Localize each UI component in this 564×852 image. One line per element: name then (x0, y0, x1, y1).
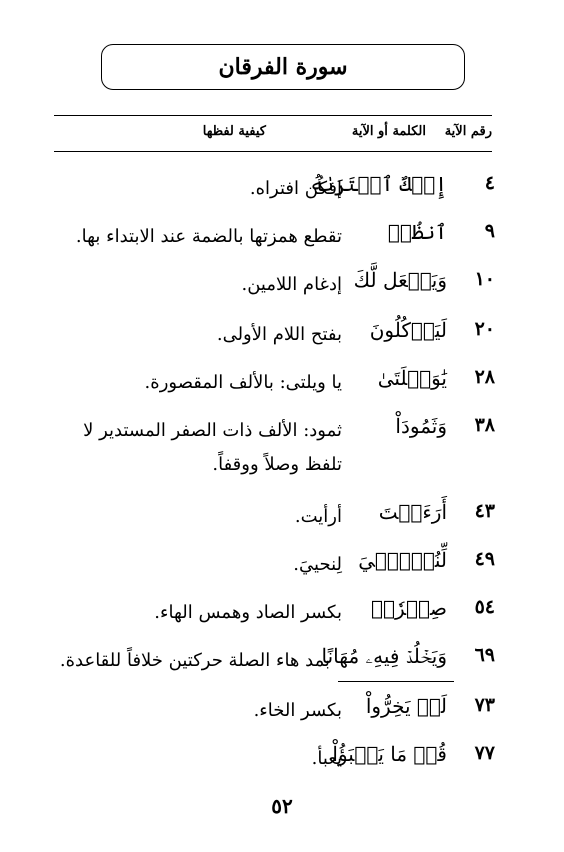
header-word: الكلمة أو الآية (351, 124, 426, 139)
header-verse-number: رقم الآية (444, 124, 492, 139)
pronunciation-note: يا ويلتى: بالألف المقصورة. (144, 372, 342, 393)
header-top-rule (54, 115, 492, 116)
quran-word: لَيَأۡكُلُونَ (369, 318, 447, 342)
page-number: ٥٢ (271, 794, 293, 818)
verse-number: ٣٨ (474, 414, 495, 436)
quran-word: وَيَخۡلُدۡ فِيهِۦ مُهَانًا (321, 644, 447, 668)
pronunciation-note: لِنحييَ. (293, 554, 342, 575)
verse-number: ٢٠ (474, 318, 495, 340)
quran-word: قُلۡ مَا يَعۡبَؤُاْ (332, 742, 447, 766)
pronunciation-note: بكسر الخاء. (253, 700, 342, 721)
pronunciation-note: إدغام اللامين. (241, 274, 342, 295)
pronunciation-note: أرأيت. (294, 506, 342, 527)
verse-number: ٤٩ (474, 548, 495, 570)
quran-word: ٱنظُرۡ (387, 220, 447, 244)
verse-number: ٦٩ (474, 644, 495, 666)
surah-title-box (101, 44, 465, 90)
quran-word: إِفۡكٌ ٱفۡتَرَىٰهُ (310, 172, 447, 196)
verse-number: ٧٧ (474, 742, 495, 764)
pronunciation-note: يعبأ. (311, 748, 342, 769)
pronunciation-note: إفكُن افتراه. (249, 178, 342, 199)
verse-number: ٧٣ (474, 694, 495, 716)
pronunciation-note: بمد هاء الصلة حركتين خلافاً للقاعدة. (59, 650, 330, 671)
pronunciation-note: بفتح اللام الأولى. (216, 324, 342, 345)
verse-number: ١٠ (474, 268, 495, 290)
quran-word: لَمۡ يَخِرُّواْ (365, 694, 447, 718)
quran-word: لِّنُحۡـِۧيَ (358, 548, 447, 572)
pronunciation-note: بكسر الصاد وهمس الهاء. (154, 602, 342, 623)
header-bottom-rule (54, 151, 492, 152)
verse-number: ٤ (484, 172, 495, 194)
verse-number: ٤٣ (474, 500, 495, 522)
word-underline (338, 681, 454, 682)
verse-number: ٢٨ (474, 366, 495, 388)
quran-word: وَيَجۡعَل لَّكَ (353, 268, 447, 292)
quran-word: أَرَءَيۡتَ (378, 500, 447, 524)
verse-number: ٩ (484, 220, 495, 242)
verse-number: ٥٤ (474, 596, 495, 618)
quran-word: وَثَمُودَاْ (395, 414, 447, 438)
quran-word: صِهۡرٗاۗ (370, 596, 447, 620)
quran-word: يَٰوَيۡلَتَىٰ (377, 366, 447, 390)
surah-title: سورة الفرقان (218, 54, 348, 80)
pronunciation-note: ثمود: الألف ذات الصفر المستدير لا تلفظ وصلاً ووقفاً. (83, 420, 342, 475)
header-pronunciation: كيفية لفظها (202, 124, 266, 139)
pronunciation-note: تقطع همزتها بالضمة عند الابتداء بها. (75, 226, 342, 247)
